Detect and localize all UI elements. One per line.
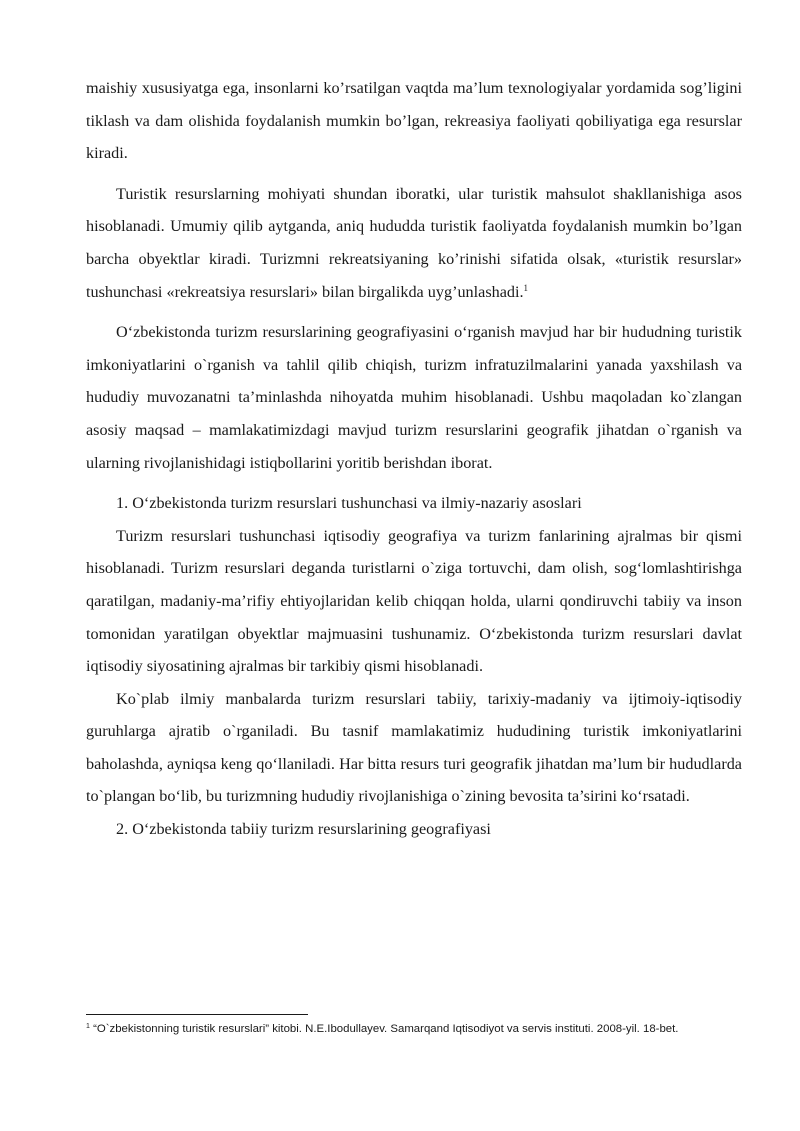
section-heading-1: 1. O‘zbekistonda turizm resurslari tushunchasi va ilmiy-nazariy asoslari bbox=[116, 494, 582, 513]
footnote-reference: 1 bbox=[523, 282, 529, 293]
section-heading-2: 2. O‘zbekistonda tabiiy turizm resurslarining geografiyasi bbox=[116, 820, 491, 839]
footnote-separator bbox=[86, 1014, 308, 1015]
paragraph-resource-classification: Ko`plab ilmiy manbalarda turizm resurslari tabiiy, tarixiy-madaniy va ijtimoiy-iqtisodiy guruhlarga ajratib o`rganiladi. Bu tasnif mamlakatimiz hududining turistik imkoniyatlarini baholashda, ayniqsa keng qo‘llaniladi. Har bitta resurs turi geografik jihatdan ma’lum bir hududlarda to`plangan bo‘lib, bu turizmning hududiy rivojlanishiga o`zining bevosita ta’sirini ko‘rsatadi. bbox=[86, 689, 742, 806]
paragraph-resources-concept: Turizm resurslari tushunchasi iqtisodiy geografiya va turizm fanlarining ajralmas bir qismi hisoblanadi. Turizm resurslari deganda turistlarni o`ziga tortuvchi, dam olish, sog‘lomlashtirishga qaratilgan, madaniy-ma’rifiy ehtiyojlaridan kelib chiqqan holda, ularni qondiruvchi tabiiy va inson tomonidan yaratilgan obyektlar majmuasini tushunamiz. O‘zbekistonda turizm resurslari davlat iqtisodiy siyosatining ajralmas bir tarkibiy qismi hisoblanadi. bbox=[86, 526, 742, 676]
paragraph-continuation: maishiy xususiyatga ega, insonlarni ko’rsatilgan vaqtda ma’lum texnologiyalar yordamida sog’ligini tiklash va dam olishida foydalanish mumkin bo’lgan, rekreasiya faoliyati qobiliyatiga ega resurslar kiradi. bbox=[86, 79, 742, 163]
paragraph-study-purpose: O‘zbekistonda turizm resurslarining geografiyasini o‘rganish mavjud har bir hududning turistik imkoniyatlarini o`rganish va tahlil qilib chiqish, turizm infratuzilmalarini yanada yaxshilash va hududiy muvozanatni ta’minlashda nihoyatda muhim hisoblanadi. Ushbu maqoladan ko`zlangan asosiy maqsad – mamlakatimizdagi mavjud turizm resurslarini geografik jihatdan o`rganish va ularning rivojlanishidagi istiqbollarini yoritib berishdan iborat. bbox=[86, 323, 742, 472]
paragraph-tourist-resources-essence: Turistik resurslarning mohiyati shundan iboratki, ular turistik mahsulot shakllanishiga asos hisoblanadi. Umumiy qilib aytganda, aniq hududda turistik faoliyatda foydalanish mumkin bo’lgan barcha obyektlar kiradi. Turizmni rekreatsiyaning ko’rinishi sifatida olsak, «turistik resurslar» tushunchasi «rekreatsiya resurslari» bilan birgalikda uyg’unlashadi.$^1$ bbox=[86, 184, 742, 301]
footnote-marker: 1 bbox=[86, 1023, 90, 1030]
document-body bbox=[86, 72, 742, 846]
footnote bbox=[86, 1021, 742, 1038]
footnote-text: “O`zbekistonning turistik resurslari” kitobi. N.E.Ibodullayev. Samarqand Iqtisodiyot va servis instituti. 2008-yil. 18-bet. bbox=[89, 1023, 679, 1035]
